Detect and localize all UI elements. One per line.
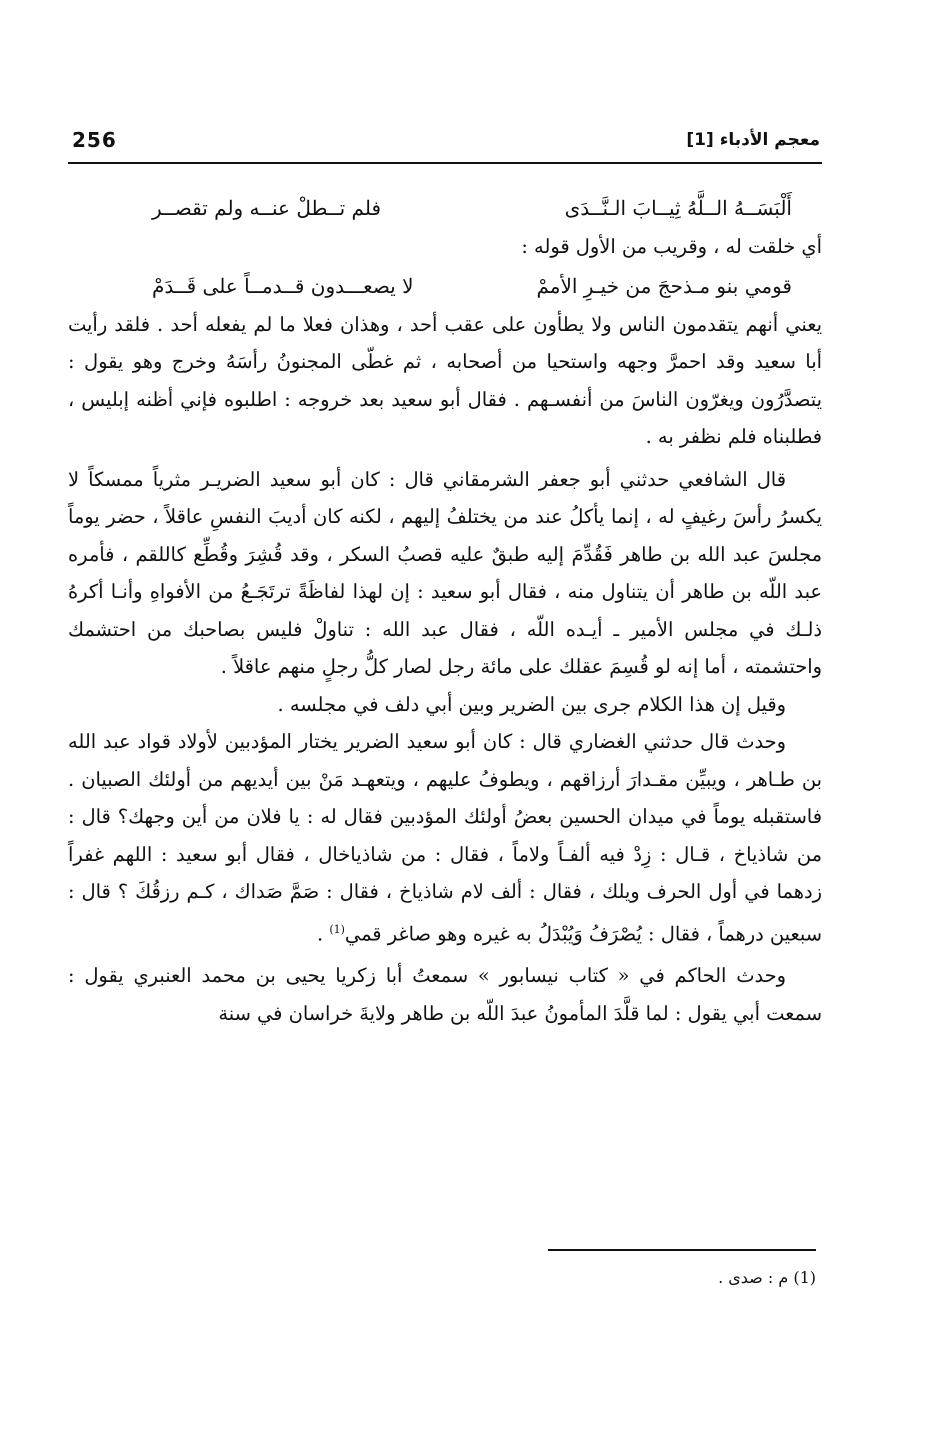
paragraph-3: وقيل إن هذا الكلام جرى بين الضرير وبين أبي دلف في مجلسه . — [277, 692, 786, 716]
footnote-reference[interactable]: (1) — [329, 922, 345, 936]
paragraph-5: وحدث الحاكم في « كتاب نيسابور » سمعتُ أبا زكريا يحيى بن محمد العنبري يقول : سمعت أبي يقول : لما قلَّدَ المأمونُ عبدَ اللّه بن طاهر ولايةَ خراسان في سنة — [68, 964, 822, 1025]
footnote: (1) م : صدى . — [718, 1268, 816, 1287]
paragraph-4-text: وحدث قال حدثني الغضاري قال : كان أبو سعيد الضرير يختار المؤدبين لأولاد قواد عبد الله بن طـاهر ، ويبيِّن مقـدارَ أرزاقهم ، ويطوفُ عليهم ، ويتعهـد مَنْ بين أيديهم من أولئك الصبيان . فاستقبله يوماً في ميدان الحسين بعضُ أولئك المؤدبين فقال له : يا فلان من أين وجهك؟ قال : من شاذياخ ، قـال : زِدْ فيه ألفـاً ولاماً ، فقال : من شاذياخال ، فقال أبو سعيد : اللهم غفراً زدهما في أول الحرف ويلك ، فقال : ألف لام شاذياخ ، فقال : صَمَّ صَداك ، كـم رزقُكَ ؟ قال : سبعين درهماً ، فقال : يُصْرَفُ وَيُبْدَلُ به غيره وهو صاغر قمي — [68, 730, 822, 945]
header-rule — [68, 162, 822, 164]
footnote-rule — [548, 1249, 816, 1251]
paragraph-1: يعني أنهم يتقدمون الناس ولا يطأون على عقب أحد ، وهذان فعلا ما لم يفعله أحد . فلقد رأيت أبا سعيد وقد احمرَّ وجهه واستحيا من أصحابه ، ثم غطّى المجنونُ رأسَهُ وخرج وهو يقول : يتصدَّرُون ويغرّون الناسَ من أنفسـهم . فقال أبو سعيد بعد خروجه : اطلبوه فإني أظنه إبليس ، فطلبناه فلم نظفر به . — [68, 312, 822, 448]
verse-1 — [152, 188, 792, 228]
paragraph-4 — [68, 723, 822, 952]
page-number: 256 — [72, 128, 117, 152]
verse-2-first-hemistich: قومي بنو مـذحجَ من خيـرِ الأممْ — [536, 273, 792, 298]
verse-commentary: أي خلقت له ، وقريب من الأول قوله : — [521, 235, 822, 258]
verse-1-second-hemistich: فلم تــطلْ عنــه ولم تقصــر — [152, 196, 382, 220]
verse-1-first-hemistich: أَلْبَسَــهُ الــلَّهُ ثِيــابَ الـنَّــدَى — [564, 196, 792, 220]
paragraph-4-end: . — [317, 921, 330, 945]
page-header — [72, 128, 820, 158]
paragraph-2: قال الشافعي حدثني أبو جعفر الشرمقاني قال : كان أبو سعيد الضريـر مثرياً ممسكاً لا يكسرُ رأسَ رغيفٍ له ، إنما يأكلُ عند من يختلفُ إليهم ، لكنه كان أديبَ النفسِ عاقلاً ، حضر يوماً مجلسَ عبد الله بن طاهر فَقُدِّمَ إليه طبقٌ عليه قصبُ السكر ، وقد قُشِرَ وقُطِّع كاللقم ، فأمره عبد اللّه بن طاهر أن يتناول منه ، فقال أبو سعيد : إن لهذا لفاظَةً ترتَجَـعُ من الأفواهِ وأنـا أكرهُ ذلـك في مجلس الأمير ـ أيـده اللّه ، فقال عبد الله : تناولْ فليس بصاحبك من احتشمك واحتشمته ، أما إنه لو قُسِمَ عقلك على مائة رجل لصار كلُّ رجلٍ منهم عاقلاً . — [68, 467, 822, 678]
running-head: معجم الأدباء [1] — [686, 130, 820, 150]
verse-2-second-hemistich: لا يصعـــدون قــدمــاً على قَــدَمْ — [152, 273, 414, 298]
verse-2 — [152, 266, 792, 306]
main-text — [68, 188, 822, 1032]
